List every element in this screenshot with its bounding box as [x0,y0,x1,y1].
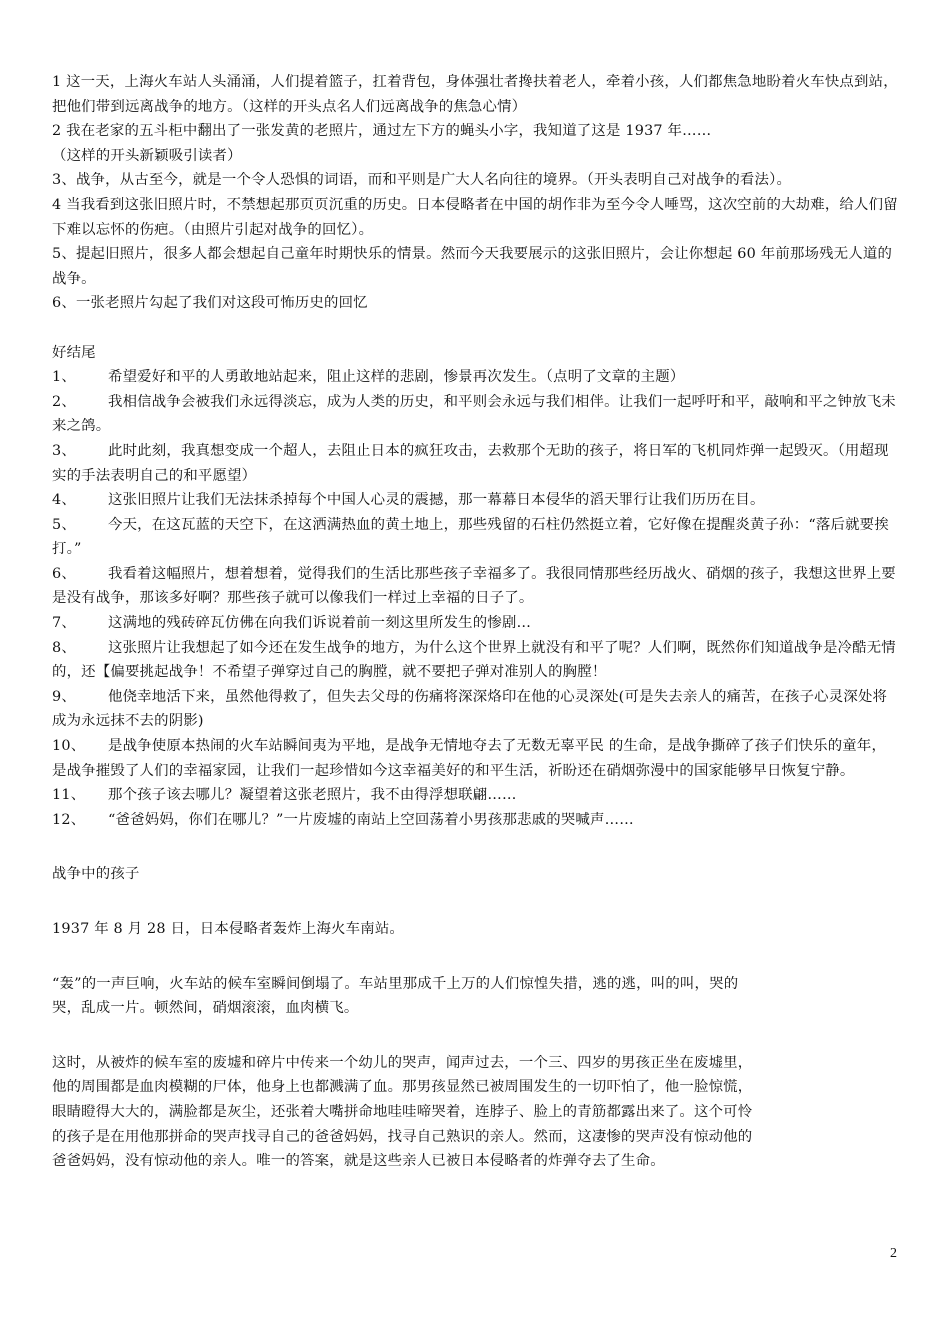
story-title: 战争中的孩子 [52,866,140,883]
story-paragraph: 1937 年 8 月 28 日，日本侵略者轰炸上海火车南站。 [52,921,404,937]
endings-list [52,365,900,832]
ending-number: 2、 [52,393,76,410]
ending-number: 9、 [52,688,76,705]
ending-text: 他侥幸地活下来，虽然他得救了，但失去父母的伤痛将深深烙印在他的心灵深处(可是失去亲人的痛苦，在孩子心灵深处将成为永远抹不去的阴影) [52,688,888,730]
ending-text: “爸爸妈妈，你们在哪儿？”一片废墟的南站上空回荡着小男孩那悲戚的哭喊声…… [108,811,634,828]
ending-item [52,488,900,513]
ending-number: 8、 [52,639,76,656]
ending-item [52,562,900,611]
ending-text: 是战争使原本热闹的火车站瞬间夷为平地，是战争无情地夺去了无数无辜平民 的生命，是战争撕碎了孩子们快乐的童年，是战争摧毁了人们的幸福家园，让我们一起珍惜如今这幸福美好的和平生活，祈盼还在硝烟弥漫中的国家能够早日恢复宁静。 [52,738,887,779]
ending-number: 11、 [52,787,86,804]
opening-paragraph: （这样的开头新颖吸引读者） [52,147,242,164]
story-section [52,917,758,1174]
ending-text: 这张旧照片让我们无法抹杀掉每个中国人心灵的震撼，那一幕幕日本侵华的滔天罪行让我们历历在目。 [108,492,765,509]
ending-text: 我看着这幅照片，想着想着，觉得我们的生活比那些孩子幸福多了。我很同情那些经历战火、硝烟的孩子，我想这世界上要是没有战争，那该多好啊？那些孩子就可以像我们一样过上幸福的日子了。 [52,565,896,607]
ending-number: 6、 [52,565,76,582]
ending-number: 12、 [52,811,86,828]
ending-item [52,783,900,808]
opening-paragraph: 4 当我看到这张旧照片时，不禁想起那页页沉重的历史。日本侵略者在中国的胡作非为至今令人唾骂，这次空前的大劫难，给人们留下难以忘怀的伤疤。（由照片引起对战争的回忆）。 [52,196,898,238]
ending-text: 此时此刻，我真想变成一个超人，去阻止日本的疯狂攻击，去救那个无助的孩子，将日军的飞机同炸弹一起毁灭。（用超现实的手法表明自己的和平愿望） [52,442,889,484]
story-paragraph: 这时，从被炸的候车室的废墟和碎片中传来一个幼儿的哭声，闻声过去，一个三、四岁的男孩正坐在废墟里，他的周围都是血肉模糊的尸体，他身上也都溅满了血。那男孩显然已被周围发生的一切吓怕了，他一脸惊慌，眼睛瞪得大大的，满脸都是灰尘，还张着大嘴拼命地哇哇啼哭着，连脖子、脸上的青筋都露出来了。这个可怜的孩子是在用他那拼命的哭声找寻自己的爸爸妈妈，找寻自己熟识的亲人。然而，这凄惨的哭声没有惊动他的爸爸妈妈，没有惊动他的亲人。唯一的答案，就是这些亲人已被日本侵略者的炸弹夺去了生命。 [52,1054,753,1170]
opening-paragraph: 6、一张老照片勾起了我们对这段可怖历史的回忆 [52,295,368,312]
ending-item [52,365,900,390]
ending-text: 这满地的残砖碎瓦仿佛在向我们诉说着前一刻这里所发生的惨剧… [108,615,532,632]
ending-item [52,439,900,488]
ending-text: 那个孩子该去哪儿？凝望着这张老照片，我不由得浮想联翩…… [108,787,517,804]
ending-number: 5、 [52,516,76,533]
ending-number: 4、 [52,492,76,509]
ending-item [52,636,900,685]
ending-text: 今天，在这瓦蓝的天空下，在这洒满热血的黄土地上，那些残留的石柱仍然挺立着，它好像在提醒炎黄子孙：“落后就要挨打。” [52,516,889,558]
openings-section [52,70,900,316]
ending-number: 3、 [52,442,76,459]
ending-item [52,808,900,833]
ending-item [52,734,900,783]
ending-item [52,685,900,734]
document-page [52,70,900,1174]
ending-item [52,611,900,636]
opening-paragraph: 5、提起旧照片，很多人都会想起自己童年时期快乐的情景。然而今天我要展示的这张旧照片，会让你想起 60 年前那场残无人道的战争。 [52,246,893,287]
ending-item [52,390,900,439]
opening-paragraph: 2 我在老家的五斗柜中翻出了一张发黄的老照片，通过左下方的蝇头小字，我知道了这是 1937 年…… [52,123,712,140]
ending-number: 10、 [52,738,86,755]
ending-number: 7、 [52,615,76,632]
ending-number: 1、 [52,369,76,386]
page-number: 2 [890,1246,897,1261]
ending-text: 这张照片让我想起了如今还在发生战争的地方，为什么这个世界上就没有和平了呢？人们啊，既然你们知道战争是冷酷无情的，还【偏要挑起战争！不希望子弹穿过自己的胸膛，就不要把子弹对准别人的胸膛！ [52,639,896,681]
opening-paragraph: 1 这一天，上海火车站人头涌涌，人们提着篮子，扛着背包，身体强壮者搀扶着老人，牵着小孩，人们都焦急地盼着火车快点到站，把他们带到远离战争的地方。（这样的开头点名人们远离战争的焦急心情） [52,74,898,115]
ending-text: 希望爱好和平的人勇敢地站起来，阻止这样的悲剧，惨景再次发生。（点明了文章的主题） [108,369,685,386]
story-paragraph: “轰”的一声巨响，火车站的候车室瞬间倒塌了。车站里那成千上万的人们惊惶失措，逃的逃，叫的叫，哭的哭，乱成一片。顿然间，硝烟滚滚，血肉横飞。 [52,975,739,1017]
ending-text: 我相信战争会被我们永远得淡忘，成为人类的历史，和平则会永远与我们相伴。让我们一起呼吁和平，敲响和平之钟放飞未来之鸽。 [52,393,896,435]
opening-paragraph: 3、战争，从古至今，就是一个令人恐惧的词语，而和平则是广大人名向往的境界。（开头表明自己对战争的看法）。 [52,172,792,189]
ending-item [52,513,900,562]
endings-title: 好结尾 [52,344,96,361]
